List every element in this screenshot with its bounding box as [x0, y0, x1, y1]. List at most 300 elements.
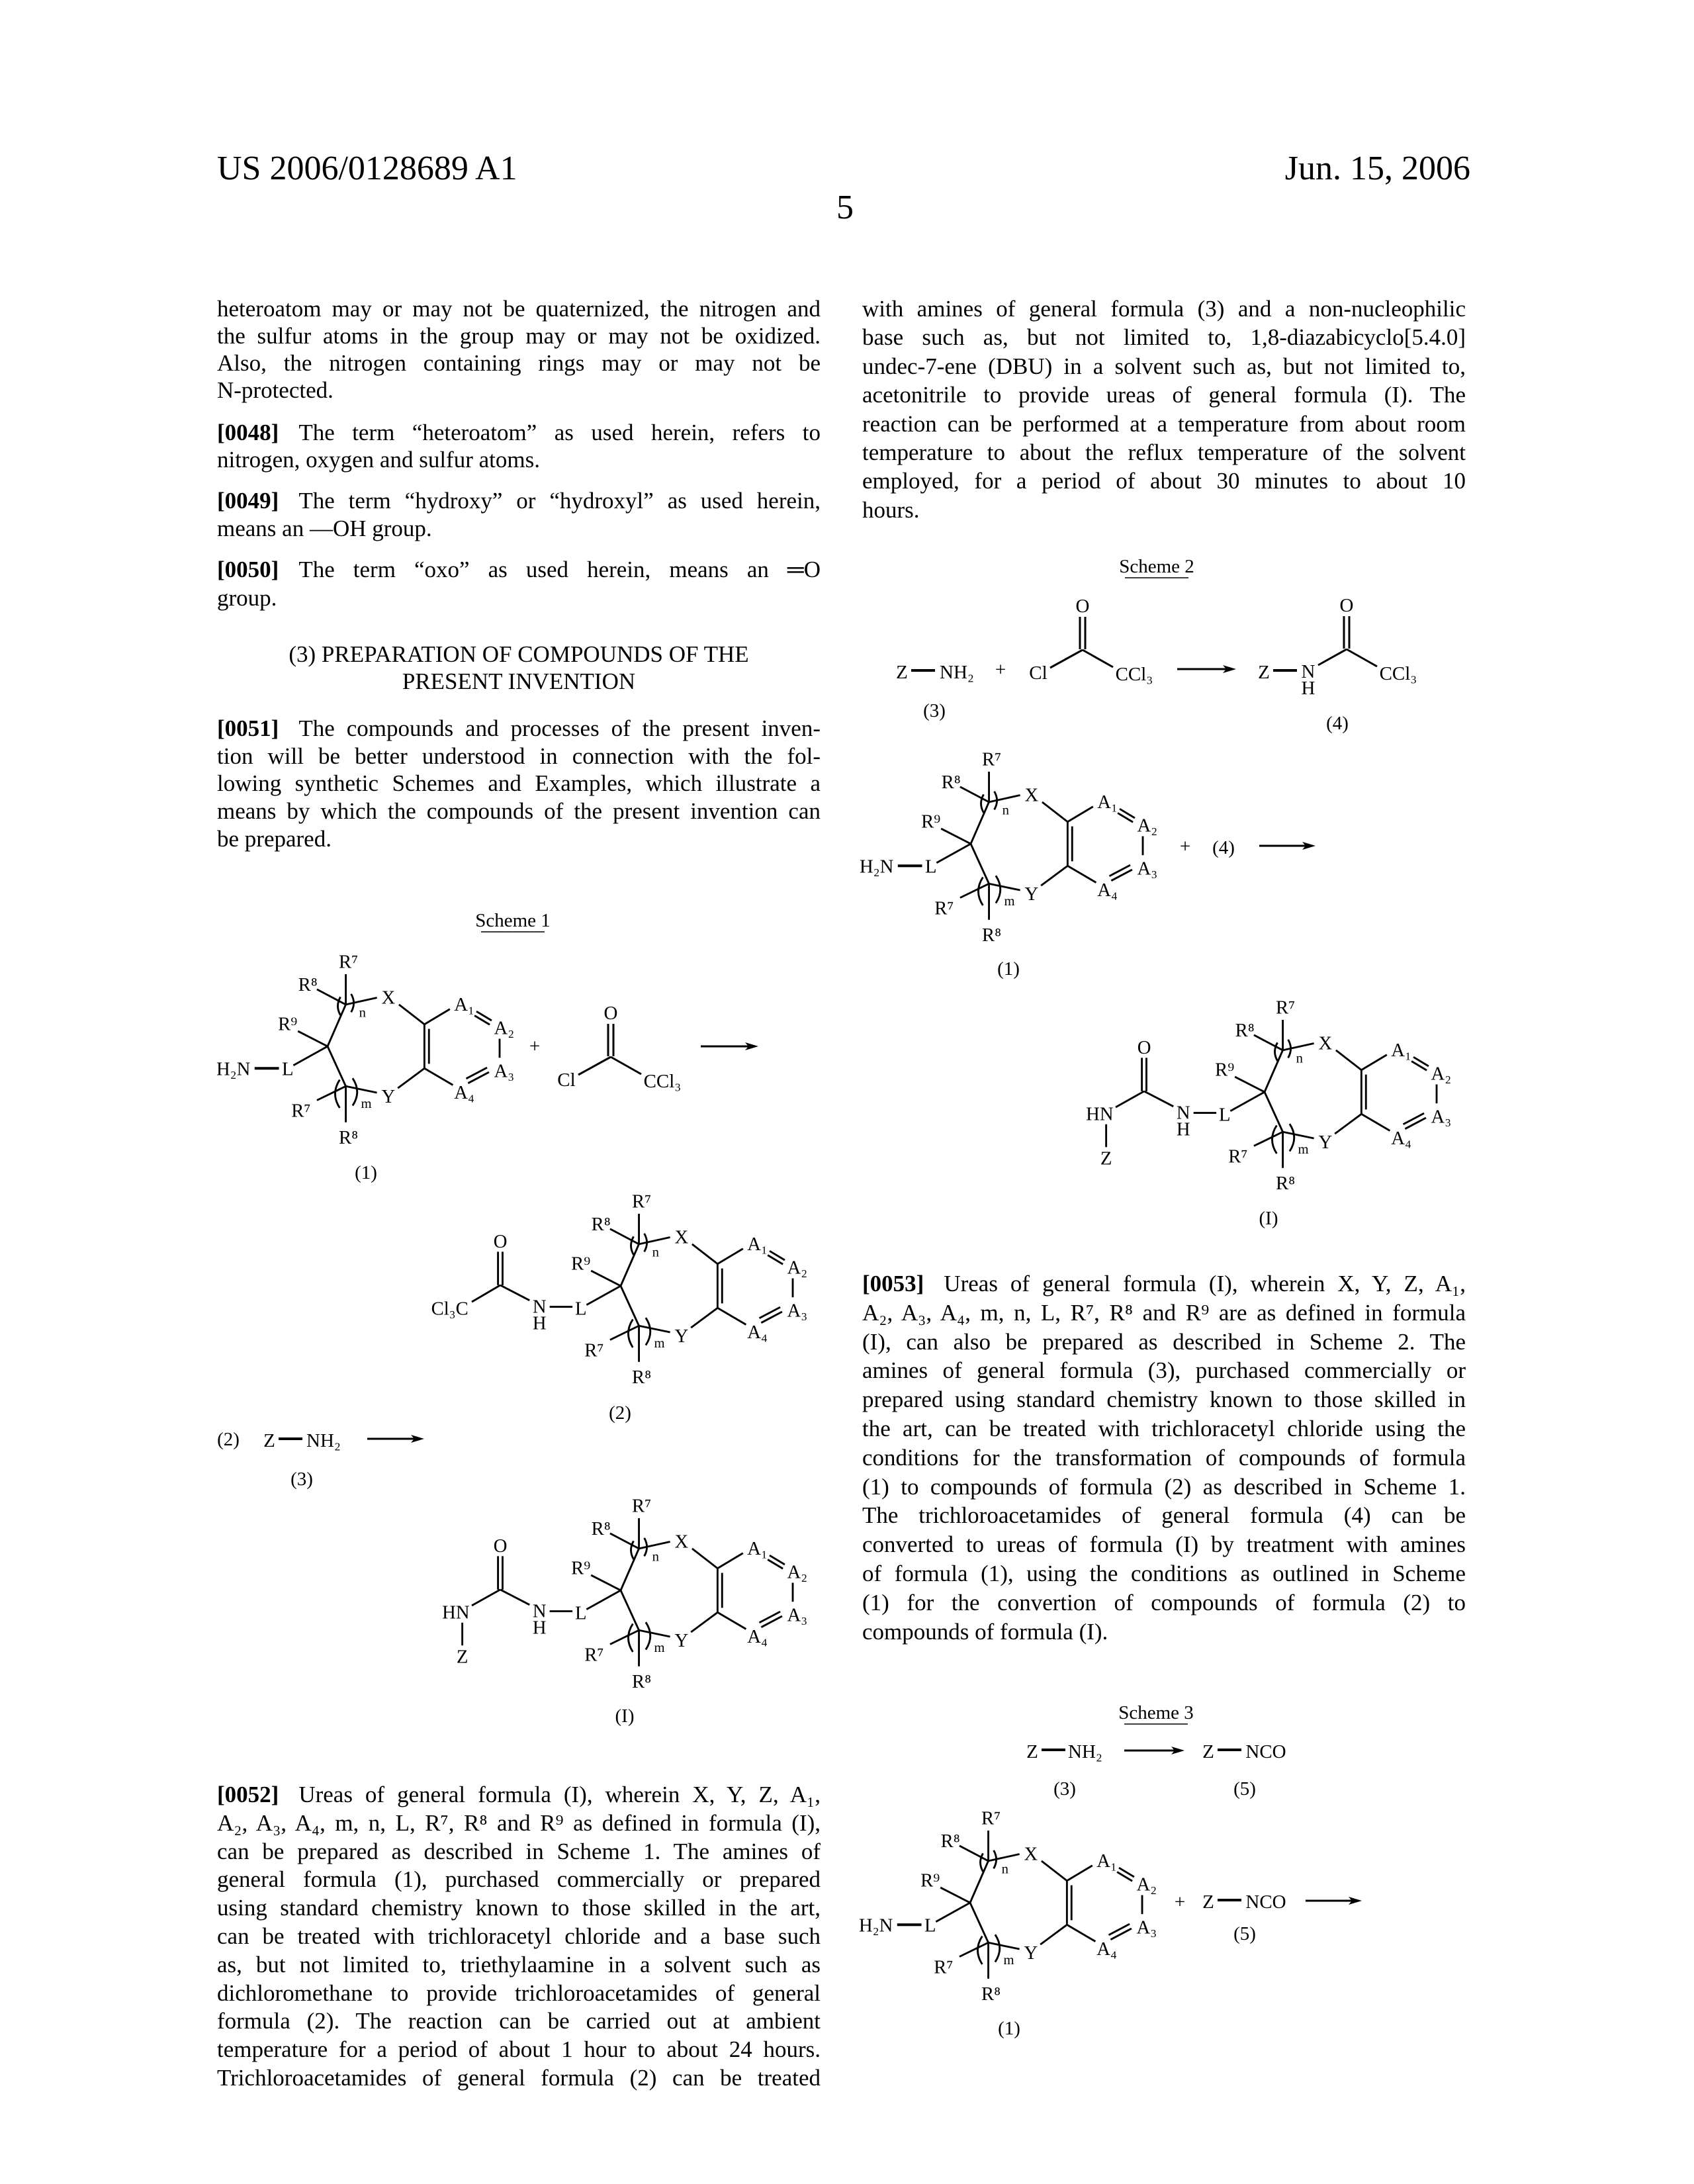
amine-3: [896, 662, 974, 683]
bond-line: [610, 1533, 639, 1549]
bond-line: [472, 1590, 500, 1606]
bond-line: [1067, 866, 1096, 882]
bond-line: [717, 1612, 746, 1629]
o-label: O: [1076, 596, 1090, 617]
bond-line: [691, 1308, 717, 1328]
bond-line: [692, 1244, 717, 1264]
l-label: L: [575, 1298, 587, 1319]
reaction-schemes: [0, 0, 1694, 2184]
r9-label: R⁹: [571, 1558, 590, 1579]
a2-label: A₂: [787, 1257, 808, 1278]
r7-label: R⁷: [632, 1191, 651, 1212]
amine-3: [263, 1430, 341, 1451]
bond-line: [760, 1612, 781, 1623]
text-line-content: A₂, A₃, A₄, m, n, L, R⁷, R⁸ and R⁹ are as defined in formula: [862, 1300, 1466, 1326]
bond-line: [971, 844, 989, 884]
m-subscript: m: [654, 1641, 665, 1655]
l-label: L: [924, 1915, 936, 1936]
text-line-content: (3) PREPARATION OF COMPOUNDS OF THE: [289, 641, 748, 667]
a1-label: A₁: [1096, 1850, 1117, 1872]
close-paren: [646, 1622, 650, 1649]
y-label: Y: [1024, 1942, 1038, 1964]
text-line-content: Trichloroacetamides of general formula (2) can be treated: [217, 2065, 821, 2091]
a2-label: A₂: [787, 1561, 808, 1582]
r9-label: R⁹: [921, 811, 940, 833]
plus-sign: +: [995, 659, 1006, 680]
text-line-content: The compounds and processes of the present inven-: [298, 715, 821, 741]
close-paren: [995, 1934, 1000, 1962]
a2-label: A₂: [1137, 1874, 1157, 1895]
l-label: L: [1219, 1104, 1231, 1125]
n-label: N: [1302, 661, 1315, 682]
open-paren: [981, 794, 983, 813]
a4-label: A₄: [1391, 1128, 1411, 1149]
r7-label: R⁷: [584, 1645, 603, 1666]
o-label: O: [1137, 1037, 1151, 1058]
bond-line: [936, 844, 971, 863]
bond-line: [970, 1861, 989, 1903]
trichloroacetyl-chloride: [1029, 596, 1153, 685]
r7-label: R⁷: [981, 1808, 1001, 1829]
m-subscript: m: [654, 1336, 665, 1351]
publication-date: Jun. 15, 2006: [1285, 149, 1470, 189]
compound-2-structure: [431, 1191, 808, 1388]
n-subscript: n: [1003, 803, 1010, 817]
trichloroacetyl-chloride: [557, 1003, 681, 1092]
l-label: L: [282, 1058, 294, 1079]
bond-line: [1283, 1132, 1314, 1138]
plus-sign: +: [529, 1036, 540, 1057]
a2-label: A₂: [1431, 1063, 1452, 1084]
text-line-content: conditions for the transformation of compounds of formula: [862, 1445, 1466, 1471]
z-label: Z: [1026, 1741, 1038, 1762]
bond-line: [621, 1286, 639, 1326]
compound-label: (1): [997, 958, 1020, 979]
a3-label: A₃: [787, 1300, 808, 1321]
text-line-content: hours.: [862, 497, 920, 523]
z-label: Z: [1258, 662, 1270, 683]
text-line-content: Also, the nitrogen containing rings may or may not be: [217, 350, 821, 376]
bond-line: [941, 829, 971, 844]
r8-label: R⁸: [632, 1671, 651, 1692]
open-paren: [628, 1624, 633, 1652]
z-label: Z: [1202, 1741, 1214, 1762]
open-paren: [631, 1236, 633, 1255]
n-subscript: n: [1002, 1862, 1009, 1876]
z-label: Z: [896, 662, 908, 683]
text-line-content: nitrogen, oxygen and sulfur atoms.: [217, 447, 540, 473]
close-paren: [646, 1318, 650, 1345]
paragraph-number: [0050]: [217, 557, 279, 582]
hn-label: HN: [1086, 1103, 1114, 1124]
bond-line: [1254, 1132, 1283, 1146]
close-paren: [353, 1078, 357, 1105]
y-label: Y: [381, 1086, 395, 1107]
text-line-content: PRESENT INVENTION: [402, 668, 635, 694]
a1-label: A₁: [1097, 792, 1118, 813]
n-subscript: n: [652, 1245, 660, 1259]
x-label: X: [1024, 1844, 1038, 1865]
bond-line: [293, 1046, 328, 1066]
n-label: N: [533, 1297, 547, 1318]
text-line-content: of formula (1), using the conditions as outlined in Scheme: [862, 1561, 1466, 1586]
compound-1-structure: [216, 952, 514, 1148]
a3-label: A₃: [494, 1060, 515, 1081]
text-line-content: general formula (1), purchased commercially or prepared: [217, 1866, 821, 1892]
text-line-content: the sulfur atoms in the group may or may not be oxidized.: [217, 323, 821, 349]
m-subscript: m: [1298, 1142, 1309, 1157]
r8-label: R⁸: [941, 1831, 960, 1852]
m-subscript: m: [1004, 1953, 1014, 1968]
text-line-content: tion will be better understood in connection with the fol-: [217, 743, 821, 769]
n-subscript: n: [359, 1005, 367, 1020]
a2-label: A₂: [494, 1017, 515, 1038]
r9-label: R⁹: [571, 1253, 590, 1275]
cl-label: Cl: [1029, 662, 1047, 684]
bond-line: [621, 1590, 639, 1630]
bond-line: [621, 1549, 639, 1590]
r7-label: R⁷: [339, 952, 358, 973]
compound-label: (3): [1053, 1778, 1076, 1799]
h2n-label: H₂N: [859, 1915, 893, 1936]
bond-line: [1083, 650, 1113, 667]
bond-line: [936, 1903, 970, 1922]
group-label: NH₂: [306, 1430, 341, 1451]
scheme-3-title: Scheme 3: [1118, 1702, 1194, 1723]
open-paren: [978, 878, 983, 905]
a4-label: A₄: [747, 1322, 768, 1343]
z-label: Z: [263, 1430, 275, 1451]
bond-line: [1347, 649, 1377, 666]
text-line-content: temperature for a period of about 1 hour to about 24 hours.: [217, 2036, 821, 2062]
y-label: Y: [1318, 1132, 1332, 1153]
bond-line: [960, 884, 989, 897]
r8-label: R⁸: [1276, 1173, 1295, 1194]
bond-line: [586, 1590, 621, 1610]
bond-line: [610, 1630, 639, 1644]
r7-label: R⁷: [1228, 1146, 1247, 1167]
text-line-content: N-protected.: [217, 377, 334, 403]
isocyanate-5: [1202, 1741, 1286, 1762]
bond-line: [1265, 1050, 1283, 1092]
r9-label: R⁹: [920, 1870, 940, 1891]
reaction-arrow: [1124, 1747, 1184, 1754]
z-label: Z: [457, 1646, 468, 1667]
a4-label: A₄: [1096, 1938, 1117, 1960]
compound-label: (1): [998, 2018, 1020, 2039]
bond-line: [328, 1046, 346, 1086]
a4-label: A₄: [454, 1082, 474, 1103]
y-label: Y: [674, 1326, 688, 1347]
bond-line: [578, 1057, 611, 1075]
bond-line: [940, 1888, 970, 1903]
a2-label: A₂: [1137, 815, 1158, 836]
bond-line: [328, 1005, 346, 1046]
n-label: N: [1177, 1103, 1190, 1124]
bond-line: [971, 802, 989, 844]
group-label: NCO: [1245, 1741, 1286, 1762]
bond-line: [1116, 1091, 1144, 1107]
text-line-content: The term “heteroatom” as used herein, refers to: [298, 420, 821, 445]
text-line-content: reaction can be performed at a temperature from about room: [862, 411, 1466, 437]
bond-line: [1335, 1114, 1361, 1134]
text-line-content: A₂, A₃, A₄, m, n, L, R⁷, R⁸ and R⁹ as defined in formula (I),: [217, 1810, 821, 1836]
plus-sign: +: [1175, 1891, 1185, 1913]
bond-line: [639, 1238, 670, 1244]
h2n-label: H₂N: [860, 856, 894, 877]
bond-line: [500, 1285, 529, 1300]
bond-line: [298, 1031, 328, 1046]
group-label: NH₂: [1068, 1741, 1102, 1762]
compound-label: (I): [615, 1706, 635, 1727]
n-label: N: [533, 1601, 547, 1622]
h-label: H: [533, 1617, 547, 1638]
bond-line: [639, 1326, 670, 1332]
paragraph-number: [0048]: [217, 420, 279, 445]
bond-line: [761, 1312, 782, 1323]
compound-label: (3): [923, 700, 946, 721]
text-line-content: lowing synthetic Schemes and Examples, which illustrate a: [217, 770, 821, 796]
text-line-content: The trichloroacetamides of general formula (4) can be: [862, 1502, 1466, 1528]
a1-label: A₁: [454, 994, 474, 1015]
bond-line: [472, 1285, 500, 1302]
o-label: O: [494, 1535, 508, 1557]
text-line-content: temperature to about the reflux temperature of the solvent: [862, 439, 1466, 465]
r7-label: R⁷: [291, 1101, 310, 1122]
y-label: Y: [1024, 884, 1038, 905]
m-subscript: m: [361, 1097, 372, 1111]
bond-line: [1361, 1055, 1386, 1070]
z-label: Z: [1100, 1148, 1112, 1169]
bond-line: [691, 1612, 717, 1632]
bond-line: [1067, 1866, 1092, 1881]
ccl3-label: CCl₃: [644, 1071, 682, 1092]
bond-line: [1144, 1091, 1173, 1107]
r7-label: R⁷: [934, 898, 954, 919]
bond-line: [1109, 1924, 1130, 1935]
bond-line: [1042, 802, 1067, 822]
open-paren: [337, 997, 340, 1015]
r7-label: R⁷: [632, 1496, 651, 1517]
a1-label: A₁: [747, 1538, 768, 1559]
bond-line: [1050, 650, 1083, 668]
group-label: NH₂: [940, 662, 974, 683]
reagent-label: (4): [1212, 837, 1235, 858]
text-line-content: the art, can be treated with trichloracetyl chloride using the: [862, 1416, 1466, 1441]
bond-line: [610, 1229, 639, 1244]
r8-label: R⁸: [632, 1367, 651, 1388]
reaction-arrow: [1259, 842, 1315, 850]
text-line-content: acetonitrile to provide ureas of general formula (I). The: [862, 382, 1466, 408]
bond-line: [692, 1549, 717, 1569]
compound-label: (4): [1326, 713, 1349, 734]
bond-line: [760, 1307, 781, 1318]
bond-line: [1283, 1044, 1314, 1050]
bond-line: [1067, 1925, 1095, 1941]
bond-line: [717, 1553, 742, 1569]
bond-line: [639, 1630, 670, 1637]
r8-label: R⁸: [942, 772, 961, 793]
open-paren: [335, 1080, 339, 1108]
h-label: H: [533, 1312, 547, 1334]
bond-line: [1318, 649, 1347, 665]
a4-label: A₄: [747, 1626, 768, 1647]
text-line-content: The term “hydroxy” or “hydroxyl” as used herein,: [298, 488, 821, 514]
bond-line: [1110, 865, 1131, 876]
bond-line: [1111, 870, 1132, 881]
r8-label: R⁸: [339, 1127, 358, 1148]
a3-label: A₃: [787, 1604, 808, 1625]
hn-label: HN: [442, 1602, 470, 1623]
bond-line: [1254, 1035, 1283, 1050]
text-line-content: group.: [217, 585, 277, 611]
text-line-content: The term “oxo” as used herein, means an ═O: [298, 557, 821, 582]
close-paren: [1290, 1124, 1294, 1151]
bond-line: [346, 1086, 377, 1093]
bond-line: [970, 1903, 989, 1942]
bond-line: [989, 1942, 1020, 1949]
r7-label: R⁷: [934, 1957, 953, 1978]
text-line-content: means by which the compounds of the present invention can: [217, 798, 821, 824]
bond-line: [989, 1854, 1020, 1861]
x-label: X: [1318, 1033, 1332, 1054]
x-label: X: [1024, 785, 1038, 806]
bond-line: [591, 1575, 621, 1590]
r8-label: R⁸: [592, 1214, 611, 1235]
text-line-content: means an —OH group.: [217, 516, 432, 541]
text-line-content: Ureas of general formula (I), wherein X, Y, Z, A₁,: [298, 1782, 821, 1807]
a4-label: A₄: [1097, 880, 1118, 901]
scheme-2-title: Scheme 2: [1119, 556, 1194, 577]
bond-line: [1405, 1118, 1426, 1129]
text-line-content: can be prepared as described in Scheme 1. The amines of: [217, 1839, 821, 1864]
h2n-label: H₂N: [216, 1058, 251, 1079]
text-line-content: can be treated with trichloracetyl chloride and a base such: [217, 1923, 821, 1949]
reaction-arrow: [1177, 665, 1236, 673]
bond-line: [621, 1244, 639, 1286]
ccl3-label: CCl₃: [1380, 663, 1417, 684]
o-label: O: [604, 1003, 618, 1024]
urea-I-structure: [442, 1496, 807, 1692]
bond-line: [761, 1616, 782, 1627]
bond-line: [611, 1057, 641, 1074]
bond-line: [1230, 1092, 1265, 1111]
x-label: X: [674, 1531, 688, 1553]
bond-line: [639, 1542, 670, 1549]
text-line-content: using standard chemistry known to those skilled in the art,: [217, 1895, 821, 1921]
r7-label: R⁷: [982, 749, 1001, 770]
text-line-content: with amines of general formula (3) and a non-nucleophilic: [862, 296, 1466, 322]
a3-label: A₃: [1137, 1917, 1157, 1938]
h-label: H: [1302, 678, 1315, 699]
bond-line: [1041, 866, 1067, 886]
o-label: O: [1340, 595, 1354, 616]
bond-line: [399, 1005, 424, 1024]
h-label: H: [1177, 1118, 1190, 1140]
bond-line: [467, 1068, 488, 1079]
compound-label: (5): [1233, 1778, 1256, 1799]
bond-line: [468, 1072, 489, 1083]
bond-line: [500, 1590, 529, 1605]
bond-line: [989, 884, 1020, 890]
open-paren: [631, 1541, 633, 1559]
paragraph-number: [0049]: [217, 488, 279, 514]
text-line-content: (1) for the convertion of compounds of formula (2) to: [862, 1590, 1466, 1615]
compound-label: (3): [290, 1469, 313, 1490]
open-paren: [1272, 1126, 1276, 1154]
bond-line: [1265, 1092, 1283, 1132]
trichloroacetamide-4: [1258, 595, 1417, 699]
n-subscript: n: [652, 1549, 660, 1564]
text-line-content: as, but not limited to, triethylaamine in a solvent such as: [217, 1952, 821, 1978]
bond-line: [317, 989, 346, 1005]
bond-line: [1067, 807, 1092, 822]
bond-line: [1040, 1925, 1067, 1944]
compound-1-structure: [860, 749, 1157, 946]
bond-line: [346, 998, 377, 1005]
bond-line: [424, 1009, 449, 1024]
bond-line: [1404, 1113, 1425, 1124]
reaction-arrow: [701, 1042, 758, 1050]
text-line-content: dichloromethane to provide trichloroacetamides of general: [217, 1980, 821, 2006]
text-line-content: Ureas of general formula (I), wherein X, Y, Z, A₁,: [944, 1271, 1466, 1297]
r9-label: R⁹: [278, 1014, 297, 1035]
text-line-content: undec-7-ene (DBU) in a solvent such as, but not limited to,: [862, 353, 1466, 379]
r8-label: R⁸: [981, 1983, 1001, 2005]
z-label: Z: [1202, 1891, 1214, 1913]
r7-label: R⁷: [1276, 997, 1295, 1019]
urea-I-structure: [1086, 997, 1451, 1194]
text-line-content: (1) to compounds of formula (2) as described in Scheme 1.: [862, 1474, 1466, 1500]
text-line-content: heteroatom may or may not be quaternized, the nitrogen and: [217, 296, 821, 322]
scheme-1-title: Scheme 1: [475, 910, 551, 931]
bond-line: [717, 1249, 742, 1264]
bond-line: [586, 1286, 621, 1305]
bond-line: [610, 1326, 639, 1340]
bond-line: [989, 796, 1020, 802]
group-label: NCO: [1245, 1891, 1286, 1913]
text-line-content: employed, for a period of about 30 minutes to about 10: [862, 468, 1466, 494]
n-subscript: n: [1296, 1051, 1304, 1066]
r8-label: R⁸: [1235, 1020, 1255, 1041]
compound-1-structure: [859, 1808, 1157, 2005]
r7-label: R⁷: [584, 1340, 603, 1361]
bond-line: [1235, 1077, 1265, 1092]
bond-line: [959, 1846, 989, 1861]
paragraph-number: [0053]: [862, 1271, 924, 1297]
r9-label: R⁹: [1215, 1060, 1234, 1081]
a1-label: A₁: [1391, 1040, 1411, 1061]
bond-line: [317, 1086, 346, 1100]
bond-line: [1361, 1114, 1390, 1130]
bond-line: [1110, 1929, 1132, 1940]
r8-label: R⁸: [298, 974, 318, 995]
bond-line: [717, 1308, 746, 1324]
cl3c-label: Cl₃C: [431, 1298, 468, 1319]
bond-line: [1042, 1861, 1067, 1881]
text-line-content: prepared using standard chemistry known to those skilled in: [862, 1387, 1466, 1412]
text-line-content: base such as, but not limited to, 1,8-diazabicyclo[5.4.0]: [862, 324, 1466, 350]
reaction-arrow: [1306, 1897, 1362, 1905]
close-paren: [996, 876, 1001, 903]
reaction-arrow: [367, 1435, 424, 1443]
bond-line: [591, 1271, 621, 1286]
text-line-content: converted to ureas of formula (I) by treatment with amines: [862, 1531, 1466, 1557]
a3-label: A₃: [1431, 1106, 1452, 1127]
x-label: X: [381, 987, 395, 1009]
compound-label: (I): [1259, 1208, 1278, 1229]
bond-line: [960, 787, 989, 802]
